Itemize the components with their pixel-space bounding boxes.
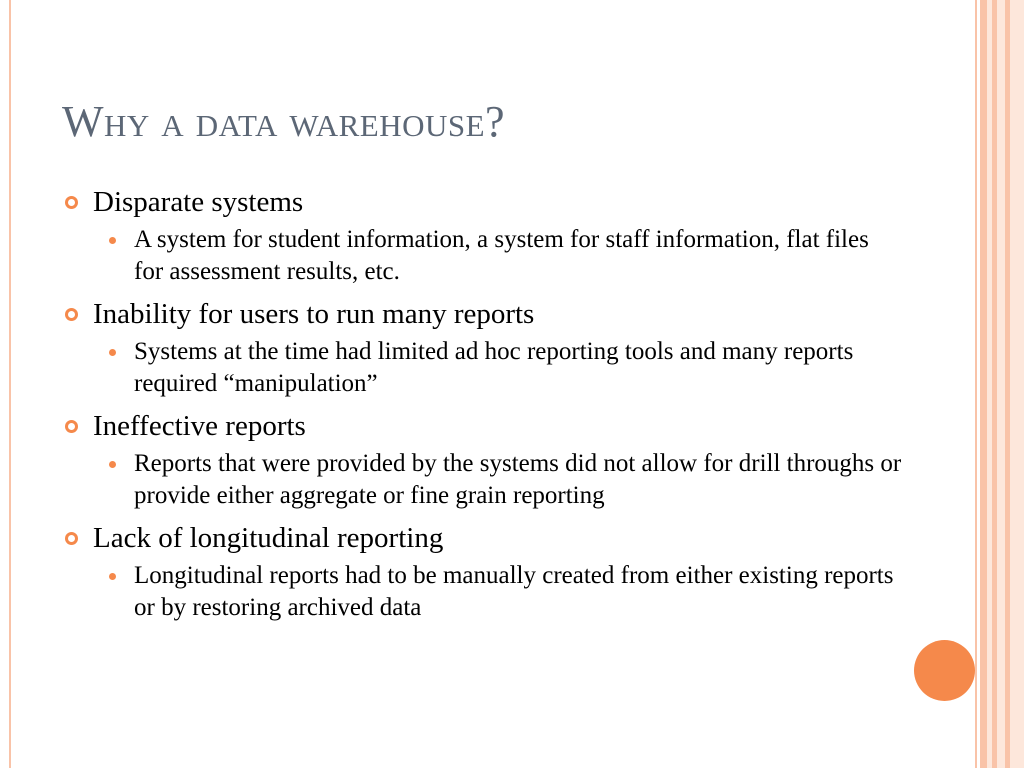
bullet-heading: Disparate systems (93, 186, 304, 218)
decorative-stripe (980, 0, 987, 768)
ring-bullet-icon (65, 532, 78, 545)
bullet-heading: Inability for users to run many reports (93, 298, 535, 330)
bullet-item (62, 519, 902, 624)
orange-circle-decoration (914, 640, 975, 701)
bullet-item (62, 183, 902, 288)
bullet-list (62, 183, 902, 631)
bullet-item (62, 407, 902, 512)
dot-bullet-icon (109, 349, 116, 356)
dot-bullet-icon (109, 461, 116, 468)
ring-bullet-icon (65, 420, 78, 433)
bullet-heading: Ineffective reports (93, 410, 306, 442)
bullet-heading: Lack of longitudinal reporting (93, 522, 444, 554)
sub-bullet-text: Systems at the time had limited ad hoc reporting tools and many reports required “manipulation” (134, 338, 854, 397)
sub-bullet-text: A system for student information, a system for staff information, flat files for assessment results, etc. (134, 226, 869, 285)
dot-bullet-icon (109, 237, 116, 244)
decorative-stripe (997, 0, 1005, 768)
slide-title: Why a data warehouse? (62, 97, 506, 146)
decorative-stripe (1010, 0, 1024, 768)
ring-bullet-icon (65, 308, 78, 321)
bullet-item (62, 295, 902, 400)
sub-bullet-text: Reports that were provided by the systems did not allow for drill throughs or provide either aggregate or fine grain reporting (134, 450, 902, 509)
sub-bullet-text: Longitudinal reports had to be manually created from either existing reports or by restoring archived data (134, 562, 894, 621)
ring-bullet-icon (65, 196, 78, 209)
dot-bullet-icon (109, 573, 116, 580)
